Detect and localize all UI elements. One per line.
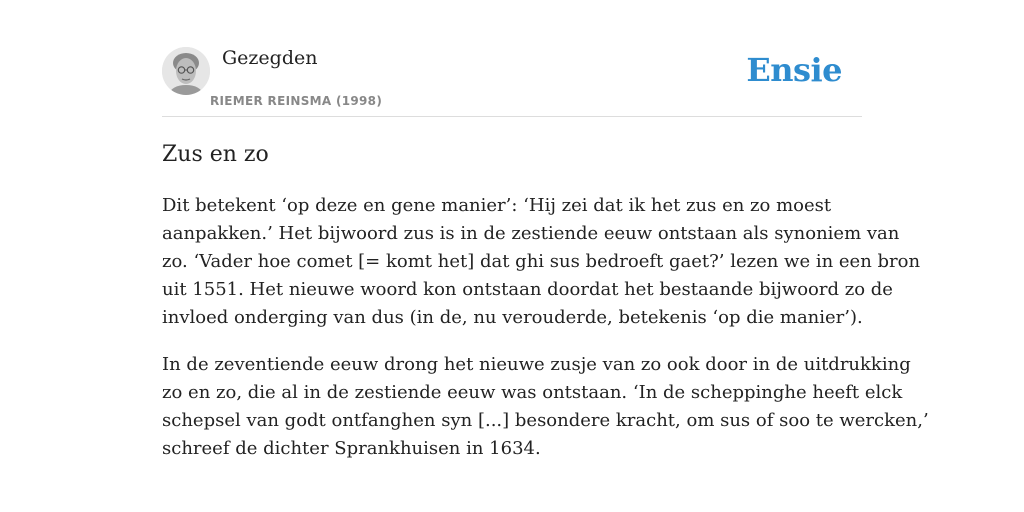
header [162, 0, 862, 117]
brand-logo[interactable]: Ensie [746, 51, 842, 89]
text-line: Dit betekent ‘op deze en gene manier’: ‘Hij zei dat ik het zus en zo moest [162, 195, 832, 216]
text-line: aanpakken.’ Het bijwoord zus is in de zestiende eeuw ontstaan als synoniem van [162, 223, 900, 244]
avatar[interactable] [162, 47, 210, 95]
text-line: uit 1551. Het nieuwe woord kon ontstaan doordat het bestaande bijwoord zo de [162, 279, 893, 300]
text-line: zo en zo, die al in de zestiende eeuw was ontstaan. ‘In de scheppinghe heeft elck [162, 382, 903, 403]
collection-name[interactable]: Gezegden [222, 47, 318, 69]
page [162, 0, 929, 512]
author-portrait-icon [162, 47, 210, 95]
text-line: zo. ‘Vader hoe comet [= komt het] dat ghi sus bedroeft gaet?’ lezen we in een bron [162, 251, 921, 272]
article-title: Zus en zo [162, 142, 269, 167]
text-line: invloed onderging van dus (in de, nu verouderde, betekenis ‘op die manier’). [162, 307, 863, 328]
text-line: In de zeventiende eeuw drong het nieuwe zusje van zo ook door in de uitdrukking [162, 354, 911, 375]
paragraph [162, 192, 921, 332]
author-credit: RIEMER REINSMA (1998) [210, 94, 383, 108]
text-line: schreef de dichter Sprankhuisen in 1634. [162, 438, 541, 459]
paragraph [162, 351, 929, 463]
article-body [162, 192, 929, 482]
text-line: schepsel van godt ontfanghen syn [...] besondere kracht, om sus of soo te wercken,’ [162, 410, 929, 431]
